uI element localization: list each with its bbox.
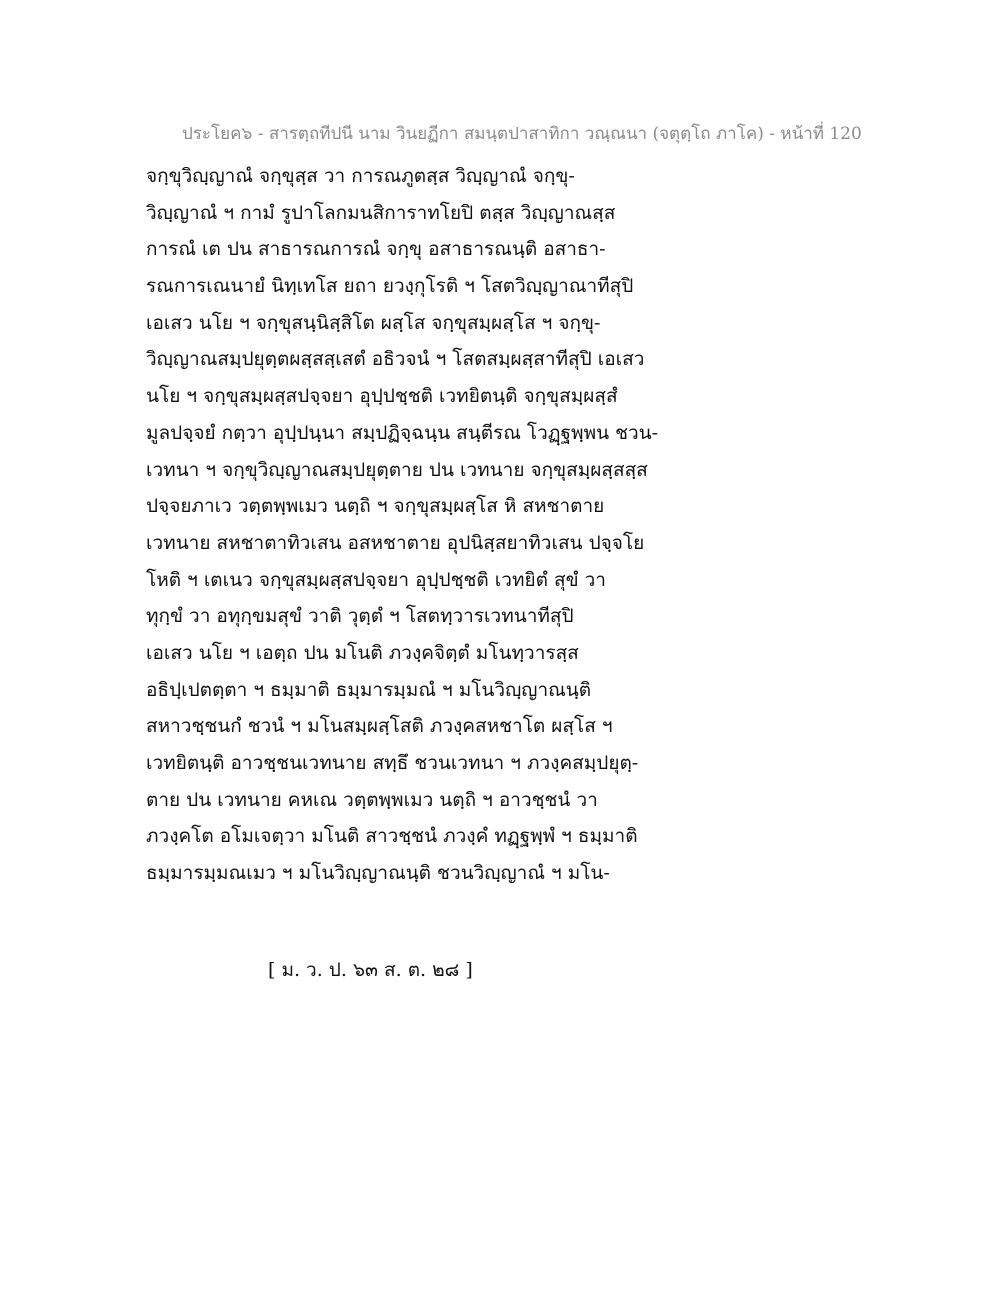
footnote-reference: [ ม. ว. ป. ๖๓ ส. ต. ๒๘ ] xyxy=(268,959,473,981)
body-line: นโย ฯ จกฺขุสมฺผสฺสปจฺจยา อุปฺปชฺชติ เวทยิตนฺติ จกฺขุสมฺผสฺสํ xyxy=(146,385,618,408)
body-line: เอเสว นโย ฯ เอตฺถ ปน มโนติ ภวงฺคจิตฺตํ มโนทฺวารสฺส xyxy=(146,641,579,664)
running-head: ประโยค๖ - สารตฺถทีปนี นาม วินยฏีกา สมนฺตปาสาทิกา วณฺณนา (จตุตฺโถ ภาโค) - หน้าที่ 120 xyxy=(182,124,862,144)
body-line: วิญฺญาณํ ฯ กามํ รูปาโลกมนสิการาทโยปิ ตสฺส วิญฺญาณสฺส xyxy=(146,201,616,224)
body-line: มูลปจฺจยํ กตฺวา อุปฺปนฺนา สมฺปฏิจฺฉนฺน สนฺตีรณ โวฏฺฐพฺพน ชวน- xyxy=(146,421,659,444)
body-line: วิญฺญาณสมฺปยุตฺตผสฺสสฺเสตํ อธิวจนํ ฯ โสตสมฺผสฺสาทีสุปิ เอเสว xyxy=(146,348,645,371)
body-line: เวทยิตนฺติ อาวชฺชนเวทนาย สทฺธึ ชวนเวทนา ฯ ภวงฺคสมฺปยุตฺ- xyxy=(146,752,639,774)
body-line: ตาย ปน เวทนาย คหเณ วตฺตพฺพเมว นตฺถิ ฯ อาวชฺชนํ วา xyxy=(146,788,598,811)
body-line: ปจฺจยภาเว วตฺตพฺพเมว นตฺถิ ฯ จกฺขุสมฺผสฺโส หิ สหชาตาย xyxy=(146,495,605,518)
body-line: ธมฺมารมฺมณเมว ฯ มโนวิญฺญาณนฺติ ชวนวิญฺญาณํ ฯ มโน- xyxy=(146,862,610,885)
body-line: ทุกฺขํ วา อทุกฺขมสุขํ วาติ วุตฺตํ ฯ โสตทฺวารเวทนาทีสุปิ xyxy=(146,605,574,628)
body-line: โหติ ฯ เตเนว จกฺขุสมฺผสฺสปจฺจยา อุปฺปชฺชติ เวทยิตํ สุขํ วา xyxy=(146,568,606,591)
body-line: เวทนา ฯ จกฺขุวิญฺญาณสมฺปยุตฺตาย ปน เวทนาย จกฺขุสมฺผสฺสสฺส xyxy=(146,458,648,481)
body-text xyxy=(146,158,686,892)
body-line: เวทนาย สหชาตาทิวเสน อสหชาตาย อุปนิสฺสยาทิวเสน ปจฺจโย xyxy=(146,531,645,554)
body-line: จกฺขุวิญฺญาณํ จกฺขุสฺส วา การณภูตสฺส วิญฺญาณํ จกฺขุ- xyxy=(146,165,575,187)
body-line: การณํ เต ปน สาธารณการณํ จกฺขุ อสาธารณนฺติ อสาธา- xyxy=(146,238,606,261)
body-line: ภวงฺคโต อโมเจตฺวา มโนติ สาวชฺชนํ ภวงฺคํ ทฏฺฐพฺพํ ฯ ธมฺมาติ xyxy=(146,825,638,848)
body-line: สหาวชฺชนกํ ชวนํ ฯ มโนสมฺผสฺโสติ ภวงฺคสหชาโต ผสฺโส ฯ xyxy=(146,715,613,738)
body-line: อธิปฺเปตตฺตา ฯ ธมฺมาติ ธมฺมารมฺมณํ ฯ มโนวิญฺญาณนฺติ xyxy=(146,678,592,701)
body-line: เอเสว นโย ฯ จกฺขุสนฺนิสฺสิโต ผสฺโส จกฺขุสมฺผสฺโส ฯ จกฺขุ- xyxy=(146,311,601,334)
body-line: รณการเณนายํ นิทฺเทโส ยถา ยวงฺกุโรติ ฯ โสตวิญฺญาณาทีสุปิ xyxy=(146,275,634,298)
